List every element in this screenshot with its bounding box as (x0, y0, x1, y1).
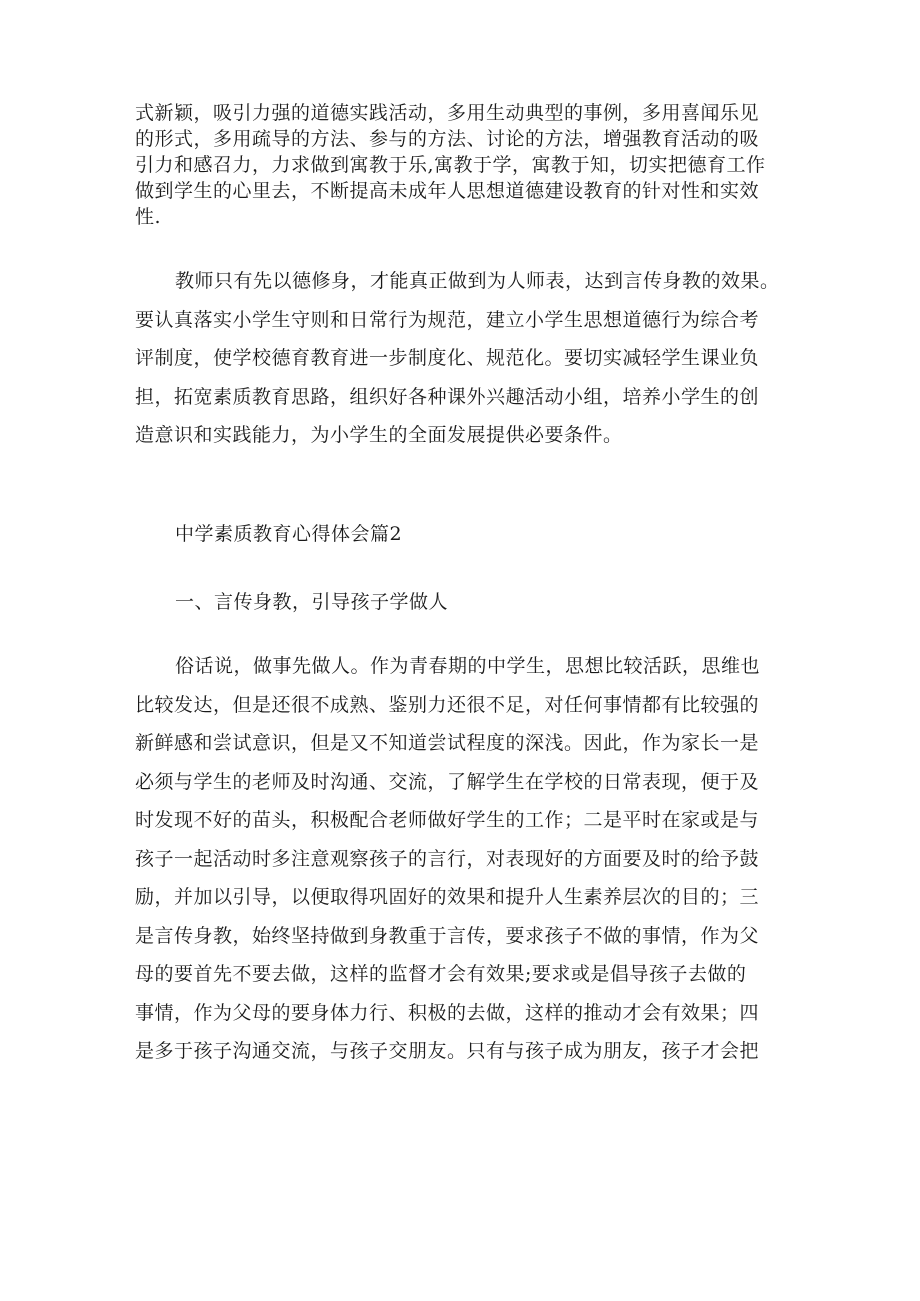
paragraph-lead-by-example (135, 647, 795, 1071)
text-line: 励，并加以引导，以便取得巩固好的效果和提升人生素养层次的目的；三 (135, 886, 760, 908)
text-line: 比较发达，但是还很不成熟、鉴别力还很不足，对任何事情都有比较强的 (135, 693, 760, 716)
text-line: 是多于孩子沟通交流，与孩子交朋友。只有与孩子成为朋友，孩子才会把 (135, 1040, 760, 1062)
text-line: 做到学生的心里去，不断提高未成年人思想道德建设教育的针对性和实效 (135, 180, 760, 202)
text-line: 要认真落实小学生守则和日常行为规范，建立小学生思想道德行为综合考 (135, 308, 760, 331)
text-line: 事情，作为父母的要身体力行、积极的去做，这样的推动才会有效果；四 (135, 1001, 760, 1024)
text-line: 性. (135, 206, 162, 228)
paragraph-moral-practice (135, 100, 795, 230)
text-line: 造意识和实践能力，为小学生的全面发展提供必要条件。 (135, 424, 623, 446)
text-line: 新鲜感和尝试意识，但是又不知道尝试程度的深浅。因此，作为家长一是 (135, 732, 760, 754)
text-line: 引力和感召力，力求做到寓教于乐,寓教于学，寓教于知，切实把德育工作 (135, 154, 766, 176)
text-line: 担，拓宽素质教育思路，组织好各种课外兴趣活动小组，培养小学生的创 (135, 385, 760, 408)
article-heading: 中学素质教育心得体会篇2 (175, 523, 403, 545)
text-line: 母的要首先不要去做，这样的监督才会有效果;要求或是倡导孩子去做的 (135, 963, 747, 985)
text-line: 式新颖，吸引力强的道德实践活动，多用生动典型的事例，多用喜闻乐见 (135, 102, 760, 124)
text-line: 教师只有先以德修身，才能真正做到为人师表，达到言传身教的效果。 (175, 270, 780, 292)
text-line: 时发现不好的苗头，积极配合老师做好学生的工作；二是平时在家或是与 (135, 809, 760, 831)
paragraph-teacher-virtue (135, 262, 795, 455)
text-line: 评制度，使学校德育教育进一步制度化、规范化。要切实减轻学生课业负 (135, 347, 760, 369)
text-line: 是言传身教，始终坚持做到身教重于言传，要求孩子不做的事情，作为父 (135, 924, 760, 947)
text-line: 孩子一起活动时多注意观察孩子的言行，对表现好的方面要及时的给予鼓 (135, 847, 760, 870)
text-line: 的形式，多用疏导的方法、参与的方法、讨论的方法，增强教育活动的吸 (135, 128, 760, 150)
section-heading: 一、言传身教，引导孩子学做人 (175, 591, 449, 613)
text-line: 必须与学生的老师及时沟通、交流，了解学生在学校的日常表现，便于及 (135, 770, 760, 793)
text-line: 俗话说，做事先做人。作为青春期的中学生，思想比较活跃，思维也 (175, 655, 761, 677)
